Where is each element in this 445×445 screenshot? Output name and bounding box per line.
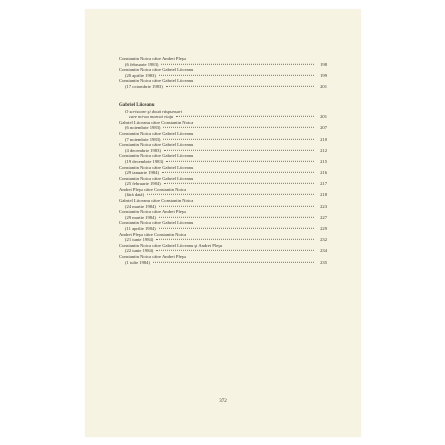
toc-entry-date: (7 noiembrie 1983)	[125, 136, 161, 142]
toc-entry-date: (4 decembrie 1983)	[125, 147, 161, 153]
toc-entry-date: (21 iunie 1984)	[125, 237, 154, 243]
toc-entry-author: Constantin Noica către Gabriel Liiceanu	[119, 67, 194, 73]
dot-leader	[159, 205, 314, 206]
toc-entry-author: Constantin Noica către Gabriel Liiceanu	[119, 78, 194, 84]
toc-entry-page: 201	[320, 83, 327, 89]
dot-leader	[161, 63, 314, 64]
toc-entry-author: Andrei Pleşu către Constantin Noica	[119, 186, 187, 192]
toc-entry-page: 216	[320, 170, 327, 176]
toc-entry-page: 198	[320, 61, 327, 67]
dot-leader	[153, 261, 314, 262]
toc-entry-author: Andrei Pleşu către Constantin Noica	[119, 231, 187, 237]
toc-entry	[119, 84, 327, 90]
dot-leader	[156, 239, 314, 240]
toc-entry-page: 235	[320, 259, 327, 265]
toc-entry-date: (11 aprilie 1984)	[125, 226, 156, 232]
toc-entry-page: 199	[320, 72, 327, 78]
toc-entry-page: 210	[320, 136, 327, 142]
table-of-contents	[119, 56, 327, 265]
section-author-heading: Gabriel Liiceanu	[119, 102, 155, 108]
toc-entry-date: (29 martie 1984)	[125, 214, 156, 220]
toc-entry-date: (17 octombrie 1983)	[125, 83, 163, 89]
dot-leader	[166, 161, 314, 162]
toc-entry-date: (6 noiembrie 1983)	[125, 125, 161, 131]
toc-entry-author: Gabriel Liiceanu către Constantin Noica	[119, 119, 194, 125]
dot-leader	[162, 172, 314, 173]
toc-entry-page: 223	[320, 203, 327, 209]
section-title-line: O scrisoare şi două răspunsuri	[125, 108, 183, 114]
toc-entry-author: Constantin Noica către Gabriel Liiceanu	[119, 153, 194, 159]
dot-leader	[163, 127, 314, 128]
toc-entry-date: (24 martie 1984)	[125, 203, 156, 209]
toc-entry-page: 229	[320, 226, 327, 232]
toc-entry-page: 201	[320, 114, 327, 120]
toc-entry-date: (6 februarie 1983)	[125, 61, 159, 67]
toc-entry-author: Gabriel Liiceanu către Constantin Noica	[119, 198, 194, 204]
toc-entry-date: (25 februarie 1984)	[125, 181, 161, 187]
toc-entry-author: Constantin Noica către Gabriel Liiceanu	[119, 130, 194, 136]
toc-entry-date: (19 decembrie 1983)	[125, 158, 164, 164]
toc-entry-page: 207	[320, 125, 327, 131]
toc-entry-page: 212	[320, 147, 327, 153]
toc-entry-date: (29 ianuarie 1984)	[125, 170, 159, 176]
dot-leader	[147, 194, 314, 195]
dot-leader	[166, 86, 314, 87]
toc-entry-author: Constantin Noica către Andrei Pleşu	[119, 209, 186, 215]
dot-leader	[156, 250, 314, 251]
toc-entry-page: 232	[320, 237, 327, 243]
toc-entry-page: 234	[320, 248, 327, 254]
section-gap	[119, 90, 327, 102]
toc-entry-author: Constantin Noica către Gabriel Liiceanu şi Andrei Pleşu	[119, 242, 223, 248]
toc-entry-author: Constantin Noica către Gabriel Liiceanu	[119, 164, 194, 170]
toc-entry-date: (fără dată)	[125, 192, 144, 198]
toc-entry-author: Constantin Noica către Andrei Pleşu	[119, 254, 186, 259]
dot-leader	[164, 150, 314, 151]
toc-entry-page: 227	[320, 214, 327, 220]
toc-entry-author: Constantin Noica către Andrei Pleşu	[119, 56, 186, 61]
dot-leader	[159, 75, 314, 76]
toc-entry-author: Constantin Noica către Gabriel Liiceanu	[119, 175, 194, 181]
toc-entry-page: 217	[320, 181, 327, 187]
toc-entry-page: 218	[320, 192, 327, 198]
dot-leader	[159, 228, 314, 229]
toc-entry-page: 215	[320, 158, 327, 164]
toc-entry-date: (22 iunie 1984)	[125, 248, 154, 254]
toc-entry-date: (1 iulie 1984)	[125, 259, 151, 265]
book-page	[85, 9, 361, 437]
section-title-line: care mi-au marcat viaţa	[129, 114, 174, 120]
toc-entry-author: Constantin Noica către Gabriel Liiceanu	[119, 220, 194, 226]
toc-entry-date: (20 aprilie 1983)	[125, 72, 156, 78]
dot-leader	[159, 217, 314, 218]
dot-leader	[176, 116, 314, 117]
toc-entry-author: Constantin Noica către Gabriel Liiceanu	[119, 142, 194, 148]
dot-leader	[164, 183, 314, 184]
dot-leader	[163, 138, 314, 139]
toc-entry	[119, 260, 327, 266]
page-number: 372	[219, 399, 227, 404]
